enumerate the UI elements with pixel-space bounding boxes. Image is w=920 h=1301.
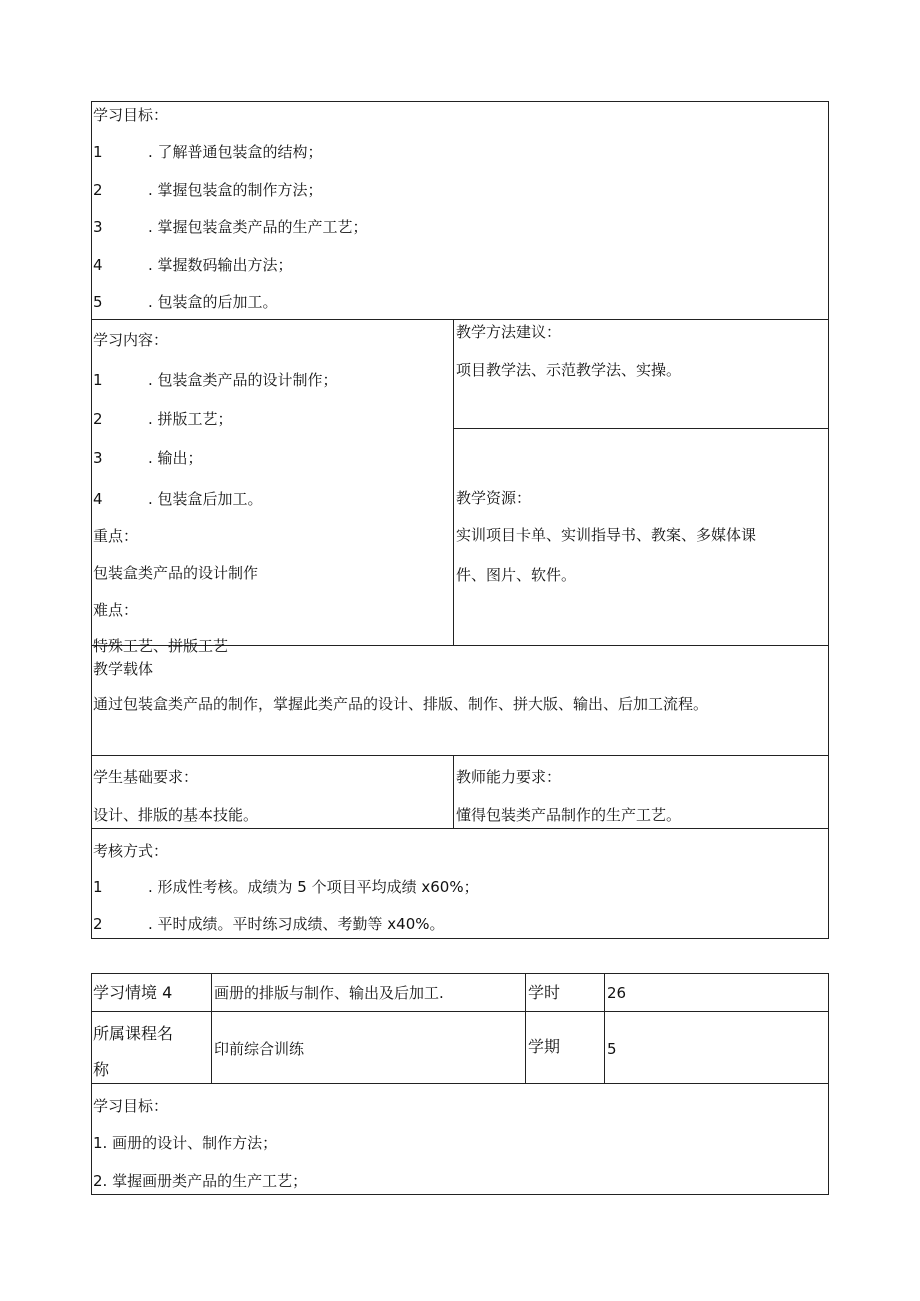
column-divider — [211, 973, 212, 1083]
row-divider — [91, 1011, 829, 1012]
column-divider — [525, 973, 526, 1083]
method-text: 项目教学法、示范教学法、实操。 — [456, 361, 682, 379]
content-number: 2 — [93, 410, 103, 428]
assessment-text: . 平时成绩。平时练习成绩、考勤等 x40%。 — [148, 915, 445, 933]
goals-heading: 学习目标： — [93, 1097, 169, 1115]
goal-number: 2 — [93, 181, 103, 199]
goal-text: . 掌握包装盒类产品的生产工艺； — [148, 218, 368, 236]
column-divider — [453, 755, 454, 828]
student-req-text: 设计、排版的基本技能。 — [93, 806, 259, 824]
term-label: 学期 — [528, 1037, 561, 1056]
goal-number: 1 — [93, 143, 103, 161]
resources-text: 实训项目卡单、实训指导书、教案、多媒体课 — [456, 526, 757, 544]
difficult-point-text: 特殊工艺、拼版工艺 — [93, 637, 229, 655]
course-value: 印前综合训练 — [214, 1040, 305, 1058]
hours-value: 26 — [607, 984, 627, 1002]
content-text: . 包装盒类产品的设计制作； — [148, 371, 338, 389]
goal-number: 5 — [93, 293, 103, 311]
goal-number: 4 — [93, 256, 103, 274]
content-text: . 输出； — [148, 449, 203, 467]
carrier-heading: 教学载体 — [93, 660, 154, 678]
goal-text: . 包装盒的后加工。 — [148, 293, 278, 311]
column-divider — [604, 973, 605, 1083]
assessment-text: . 形成性考核。成绩为 5 个项目平均成绩 x60%； — [148, 878, 479, 896]
situation-value: 画册的排版与制作、输出及后加工. — [214, 984, 444, 1002]
key-point-label: 重点： — [93, 527, 139, 545]
content-section — [92, 320, 452, 655]
hours-label: 学时 — [528, 983, 561, 1002]
assessment-heading: 考核方式： — [93, 842, 169, 860]
teacher-req-text: 懂得包装类产品制作的生产工艺。 — [456, 806, 682, 824]
goal-text: . 掌握包装盒的制作方法； — [148, 181, 323, 199]
content-heading: 学习内容： — [93, 331, 169, 349]
teacher-req-heading: 教师能力要求： — [456, 768, 562, 786]
key-point-text: 包装盒类产品的设计制作 — [93, 564, 259, 582]
course-label: 所属课程名 — [93, 1024, 174, 1043]
row-divider — [91, 755, 829, 756]
difficult-point-label: 难点： — [93, 601, 139, 619]
situation-label: 学习情境 4 — [93, 983, 173, 1002]
resources-text: 件、图片、软件。 — [456, 566, 577, 584]
row-divider — [91, 1083, 829, 1084]
goal-text: . 掌握数码输出方法； — [148, 256, 293, 274]
content-number: 1 — [93, 371, 103, 389]
carrier-text: 通过包装盒类产品的制作，掌握此类产品的设计、排版、制作、拼大版、输出、后加工流程。 — [93, 695, 709, 713]
student-req-heading: 学生基础要求： — [93, 768, 199, 786]
row-divider — [453, 428, 829, 429]
course-label: 称 — [93, 1060, 110, 1079]
column-divider — [453, 319, 454, 645]
assessment-number: 2 — [93, 915, 103, 933]
method-heading: 教学方法建议： — [456, 323, 562, 341]
table-2-frame — [91, 973, 829, 1195]
goal-text: . 了解普通包装盒的结构； — [148, 143, 323, 161]
content-number: 3 — [93, 449, 103, 467]
assessment-number: 1 — [93, 878, 103, 896]
content-text: . 拼版工艺； — [148, 410, 233, 428]
term-value: 5 — [607, 1040, 617, 1058]
goals-heading: 学习目标： — [93, 106, 169, 124]
content-text: . 包装盒后加工。 — [148, 490, 263, 508]
row-divider — [91, 828, 829, 829]
goal-text: 2. 掌握画册类产品的生产工艺； — [93, 1172, 308, 1190]
goal-number: 3 — [93, 218, 103, 236]
content-number: 4 — [93, 490, 103, 508]
resources-heading: 教学资源： — [456, 489, 532, 507]
goal-text: 1. 画册的设计、制作方法； — [93, 1134, 278, 1152]
